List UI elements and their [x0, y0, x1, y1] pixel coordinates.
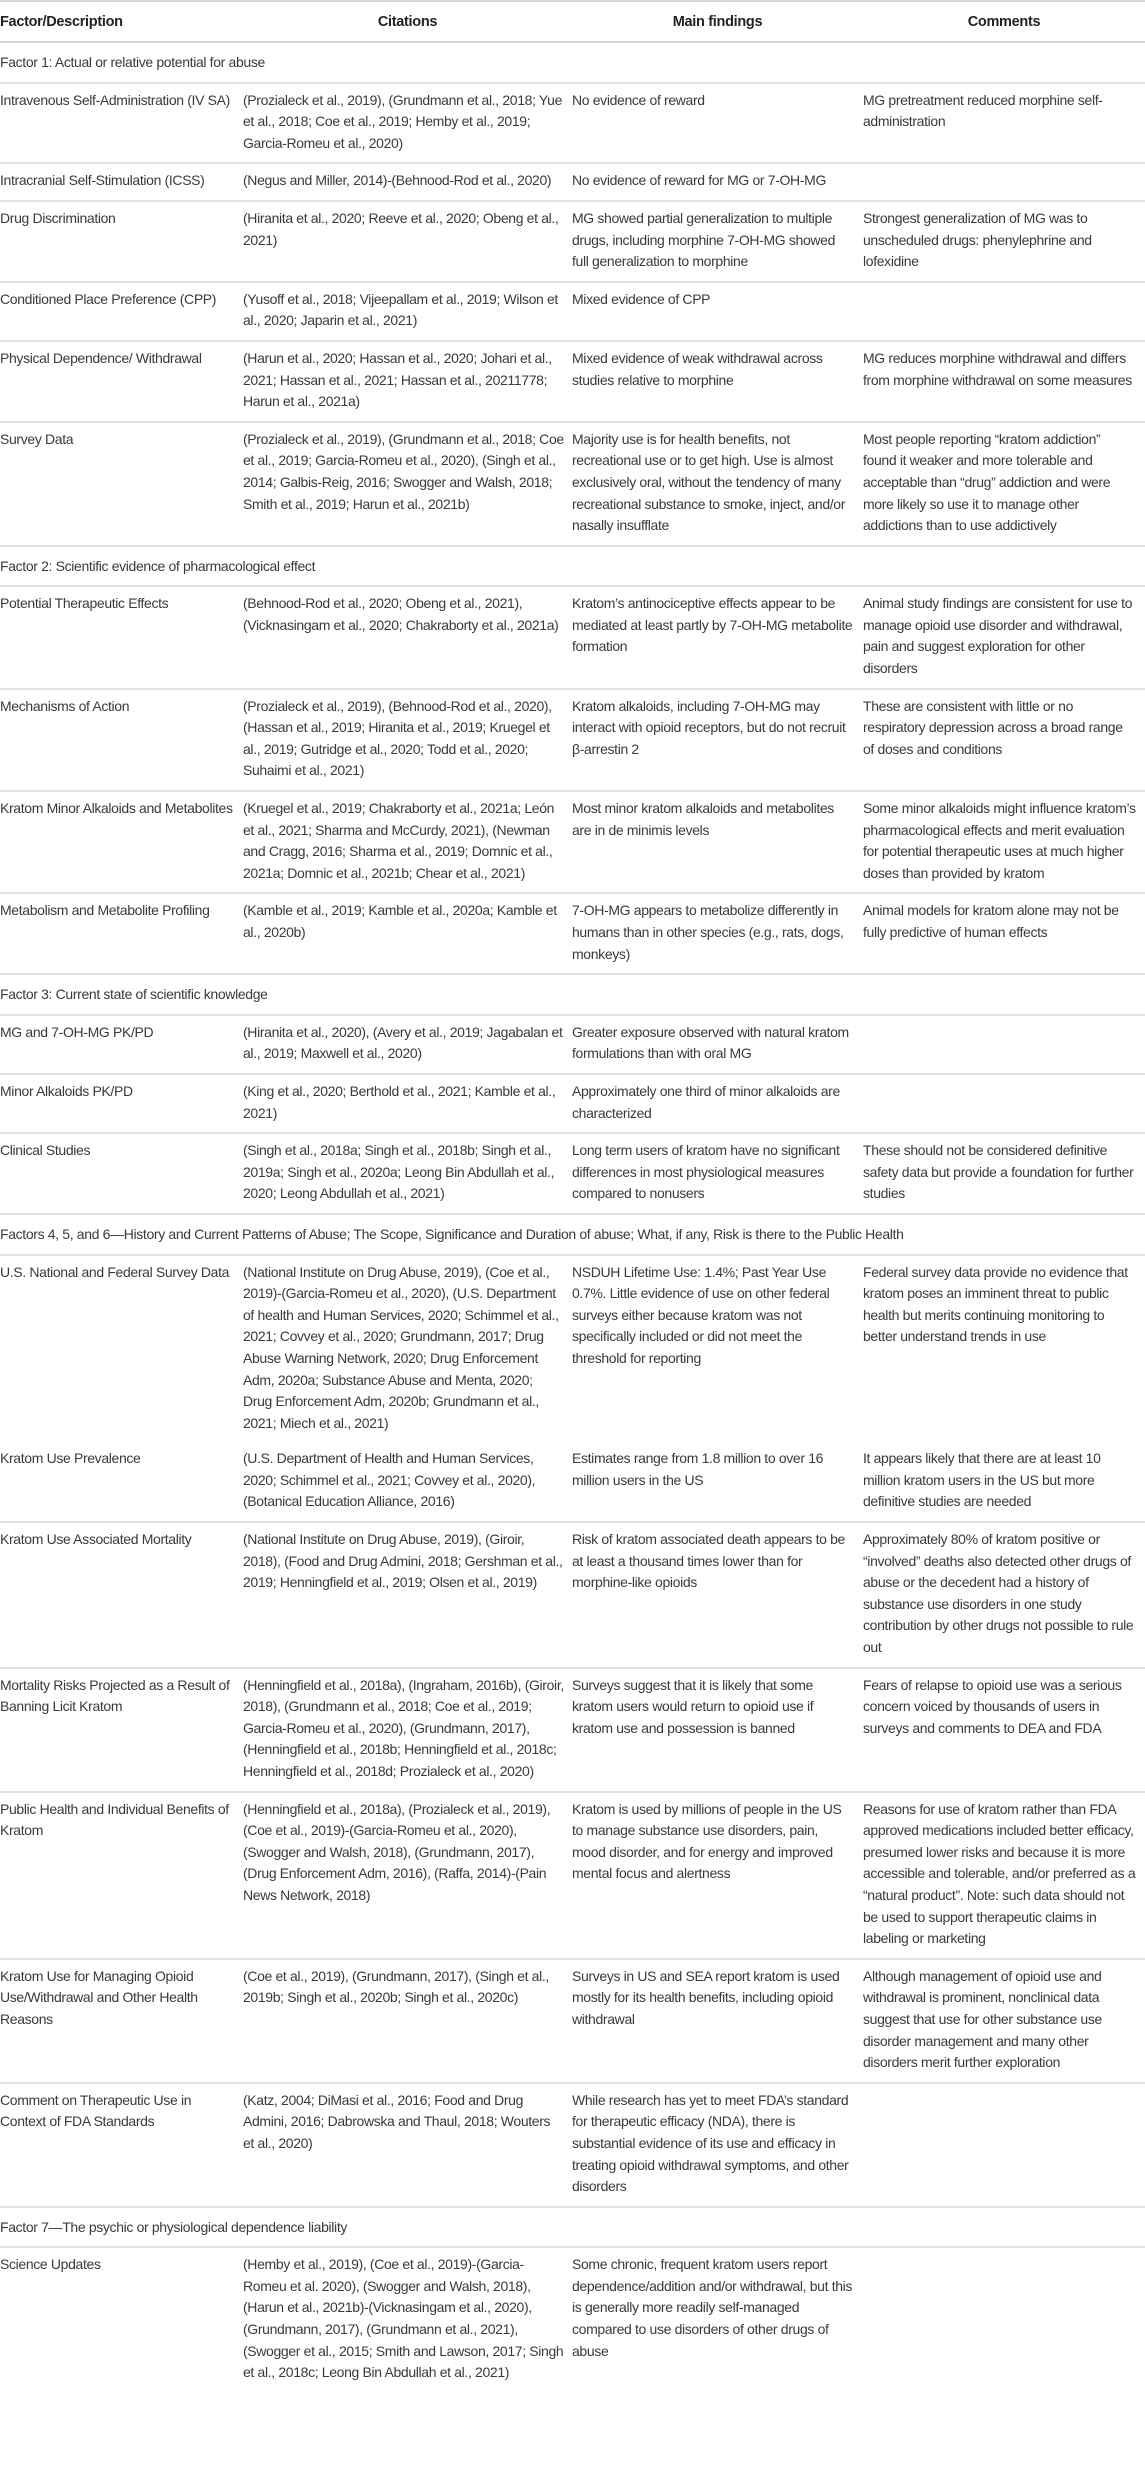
table-row: [0, 1255, 1145, 1443]
table-row: [0, 163, 1145, 201]
table-row: [0, 1074, 1145, 1133]
table-row: [0, 1442, 1145, 1522]
comments-cell: These should not be considered definitive safety data but provide a foundation for further studies: [863, 1133, 1145, 1214]
factor-cell: Potential Therapeutic Effects: [0, 586, 243, 688]
findings-cell: Estimates range from 1.8 million to over 16 million users in the US: [572, 1442, 863, 1522]
table-row: [0, 2247, 1145, 2392]
factor-cell: Kratom Minor Alkaloids and Metabolites: [0, 791, 243, 893]
findings-cell: Some chronic, frequent kratom users report dependence/addition and/or withdrawal, but this is generally more readily self-managed compared to use disorders of other drugs of abuse: [572, 2256, 853, 2359]
citations-cell: (Behnood-Rod et al., 2020; Obeng et al., 2021), (Vicknasingam et al., 2020; Chakraborty et al., 2021a): [243, 586, 572, 688]
comments-cell: MG pretreatment reduced morphine self-administration: [863, 83, 1145, 164]
findings-cell: Surveys in US and SEA report kratom is used mostly for its health benefits, including opioid withdrawal: [572, 1959, 863, 2083]
citations-cell: (King et al., 2020; Berthold et al., 2021; Kamble et al., 2021): [243, 1074, 572, 1133]
findings-cell: 7-OH-MG appears to metabolize differently in humans than in other species (e.g., rats, dogs, monkeys): [572, 893, 863, 974]
findings-cell: Approximately one third of minor alkaloids are characterized: [572, 1074, 863, 1133]
table-row: [0, 201, 1145, 282]
factor-cell: Physical Dependence/ Withdrawal: [0, 341, 243, 422]
table-row: [0, 791, 1145, 893]
factor-cell: U.S. National and Federal Survey Data: [0, 1263, 230, 1280]
citations-cell: (Kruegel et al., 2019; Chakraborty et al., 2021a; León et al., 2021; Sharma and McCurdy, 2021), (Newman and Cragg, 2016; Sharma et al., 2019; Domnic et al., 2021a; Domnic et al., 2021b; Chear et al., 2021): [243, 791, 572, 893]
factor-cell: Mechanisms of Action: [0, 689, 243, 791]
findings-cell: Mixed evidence of CPP: [572, 282, 863, 341]
citations-cell: (Hiranita et al., 2020; Reeve et al., 2020; Obeng et al., 2021): [243, 201, 572, 282]
factor-cell: Comment on Therapeutic Use in Context of FDA Standards: [0, 2083, 243, 2207]
findings-cell: Greater exposure observed with natural kratom formulations than with oral MG: [572, 1015, 863, 1074]
comments-cell: Reasons for use of kratom rather than FDA approved medications included better efficacy, presumed lower risks and because it is more accessible and tolerable, and/or preferred as a “natural product”. Note: such data should not be used to support therapeutic claims in labeling or marketing: [863, 1792, 1145, 1959]
comments-cell: These are consistent with little or no respiratory depression across a broad range of doses and conditions: [863, 689, 1145, 791]
findings-cell: Risk of kratom associated death appears to be at least a thousand times lower than for morphine-like opioids: [572, 1522, 863, 1668]
comments-cell: Most people reporting “kratom addiction” found it weaker and more tolerable and acceptable than “drug” addiction and were more likely so use it to manage other addictions than to use addictively: [863, 422, 1145, 546]
factor-cell: Survey Data: [0, 422, 243, 546]
citations-cell: (National Institute on Drug Abuse, 2019), (Coe et al., 2019)-(Garcia-Romeu et al., 2020), (U.S. Department of health and Human Services, 2020; Schimmel et al., 2021; Covvey et al., 2020; Grundmann, 2017; Drug Abuse Warning Network, 2020; Drug Enforcement Adm, 2020a; Substance Abuse and Menta, 2020; Drug Enforcement Adm, 2020b; Grundmann et al., 2021; Miech et al., 2021): [243, 1263, 559, 1431]
factor-cell: Science Updates: [0, 2256, 101, 2273]
findings-cell: NSDUH Lifetime Use: 1.4%; Past Year Use 0.7%. Little evidence of use on other federal surveys either because kratom was not specifically included or did not meet the threshold for reporting: [572, 1263, 830, 1366]
header-row: [0, 1, 1145, 42]
comments-cell: Fears of relapse to opioid use was a serious concern voiced by thousands of users in surveys and comments to DEA and FDA: [863, 1668, 1145, 1792]
citations-cell: (Singh et al., 2018a; Singh et al., 2018b; Singh et al., 2019a; Singh et al., 2020a; Leong Bin Abdullah et al., 2020; Leong Abdullah et al., 2021): [243, 1133, 572, 1214]
citations-cell: (Coe et al., 2019), (Grundmann, 2017), (Singh et al., 2019b; Singh et al., 2020b; Singh et al., 2020c): [243, 1959, 572, 2083]
findings-cell: Majority use is for health benefits, not recreational use or to get high. Use is almost exclusively oral, without the tendency of many recreational substance to smoke, inject, and/or nasally insufflate: [572, 422, 863, 546]
comments-cell: [863, 2083, 1145, 2207]
citations-cell: (Yusoff et al., 2018; Vijeepallam et al., 2019; Wilson et al., 2020; Japarin et al., 2021): [243, 282, 572, 341]
table-row: [0, 586, 1145, 688]
section-row: [0, 42, 1145, 83]
comments-cell: Although management of opioid use and withdrawal is prominent, nonclinical data suggest that use for other substance use disorder management and many other disorders merit further exploration: [863, 1959, 1145, 2083]
comments-cell: Strongest generalization of MG was to unscheduled drugs: phenylephrine and lofexidine: [863, 201, 1145, 282]
table-row: [0, 1015, 1145, 1074]
table-row: [0, 1668, 1145, 1792]
factor-cell: Metabolism and Metabolite Profiling: [0, 893, 243, 974]
citations-cell: (Hiranita et al., 2020), (Avery et al., 2019; Jagabalan et al., 2019; Maxwell et al., 2020): [243, 1015, 572, 1074]
citations-cell: (Negus and Miller, 2014)-(Behnood-Rod et al., 2020): [243, 163, 572, 201]
findings-cell: Mixed evidence of weak withdrawal across studies relative to morphine: [572, 341, 863, 422]
section-title: Factor 3: Current state of scientific knowledge: [0, 974, 1145, 1015]
findings-cell: Kratom alkaloids, including 7-OH-MG may interact with opioid receptors, but do not recruit β-arrestin 2: [572, 689, 863, 791]
table-row: [0, 341, 1145, 422]
comments-cell: Approximately 80% of kratom positive or “involved” deaths also detected other drugs of abuse or the decedent had a history of substance use disorders in one study contribution by other drugs not possible to rule out: [863, 1522, 1145, 1668]
factor-cell: Clinical Studies: [0, 1133, 243, 1214]
factor-cell: Public Health and Individual Benefits of Kratom: [0, 1792, 243, 1959]
section-title: Factor 2: Scientific evidence of pharmacological effect: [0, 546, 1145, 587]
citations-cell: (U.S. Department of Health and Human Services, 2020; Schimmel et al., 2021; Covvey et al., 2020), (Botanical Education Alliance, 2016): [243, 1442, 572, 1522]
citations-cell: (Henningfield et al., 2018a), (Prozialeck et al., 2019), (Coe et al., 2019)-(Garcia-Romeu et al., 2020), (Swogger and Walsh, 2018), (Grundmann, 2017), (Drug Enforcement Adm, 2016), (Raffa, 2014)-(Pain News Network, 2018): [243, 1792, 572, 1959]
section-title: Factors 4, 5, and 6—History and Current Patterns of Abuse; The Scope, Significance and Duration of abuse; What, if any, Risk is there to the Public Health: [0, 1214, 1145, 1255]
comments-cell: [863, 1074, 1145, 1133]
findings-cell: Surveys suggest that it is likely that some kratom users would return to opioid use if kratom use and possession is banned: [572, 1668, 863, 1792]
comments-cell: [863, 2247, 1145, 2392]
factor-cell: Kratom Use Associated Mortality: [0, 1522, 243, 1668]
findings-cell: Most minor kratom alkaloids and metabolites are in de minimis levels: [572, 791, 863, 893]
section-row: [0, 546, 1145, 587]
comments-cell: [863, 163, 1145, 201]
table-row: [0, 422, 1145, 546]
findings-cell: No evidence of reward: [572, 83, 863, 164]
factor-cell: Drug Discrimination: [0, 201, 243, 282]
factor-cell: Conditioned Place Preference (CPP): [0, 282, 243, 341]
citations-cell: (Prozialeck et al., 2019), (Grundmann et al., 2018; Coe et al., 2019; Garcia-Romeu et al., 2020), (Singh et al., 2014; Galbis-Reig, 2016; Swogger and Walsh, 2018; Smith et al., 2019; Harun et al., 2021b): [243, 422, 572, 546]
comments-cell: [863, 282, 1145, 341]
table-row: [0, 1522, 1145, 1668]
factor-cell: Kratom Use Prevalence: [0, 1442, 243, 1522]
table-row: [0, 2083, 1145, 2207]
section-row: [0, 974, 1145, 1015]
section-row: [0, 1214, 1145, 1255]
table-row: [0, 893, 1145, 974]
table-row: [0, 689, 1145, 791]
comments-cell: [863, 1015, 1145, 1074]
factor-cell: Minor Alkaloids PK/PD: [0, 1074, 243, 1133]
section-row: [0, 2207, 1145, 2248]
citations-cell: (National Institute on Drug Abuse, 2019), (Giroir, 2018), (Food and Drug Admini, 2018; Gershman et al., 2019; Henningfield et al., 2019; Olsen et al., 2019): [243, 1522, 572, 1668]
factor-cell: Kratom Use for Managing Opioid Use/Withdrawal and Other Health Reasons: [0, 1959, 243, 2083]
findings-cell: Kratom is used by millions of people in the US to manage substance use disorders, pain, mood disorder, and for energy and improved mental focus and alertness: [572, 1792, 863, 1959]
section-title: Factor 7—The psychic or physiological dependence liability: [0, 2207, 1145, 2248]
citations-cell: (Henningfield et al., 2018a), (Ingraham, 2016b), (Giroir, 2018), (Grundmann et al., 2018; Coe et al., 2019; Garcia-Romeu et al., 2020), (Grundmann, 2017), (Henningfield et al., 2018b; Henningfield et al., 2018c; Henningfield et al., 2018d; Prozialeck et al., 2020): [243, 1668, 572, 1792]
findings-cell: Kratom’s antinociceptive effects appear to be mediated at least partly by 7-OH-MG metabolite formation: [572, 586, 863, 688]
citations-cell: (Kamble et al., 2019; Kamble et al., 2020a; Kamble et al., 2020b): [243, 893, 572, 974]
factor-cell: MG and 7-OH-MG PK/PD: [0, 1015, 243, 1074]
table-row: [0, 1792, 1145, 1959]
table-row: [0, 1133, 1145, 1214]
comments-cell: Animal models for kratom alone may not be fully predictive of human effects: [863, 893, 1145, 974]
comments-cell: Federal survey data provide no evidence that kratom poses an imminent threat to public health but merits continuing monitoring to better understand trends in use: [863, 1263, 1128, 1345]
comments-cell: It appears likely that there are at least 10 million kratom users in the US but more definitive studies are needed: [863, 1442, 1145, 1522]
citations-cell: (Prozialeck et al., 2019), (Behnood-Rod et al., 2020), (Hassan et al., 2019; Hiranita et al., 2019; Kruegel et al., 2019; Gutridge et al., 2020; Todd et al., 2020; Suhaimi et al., 2021): [243, 689, 572, 791]
table-row: [0, 83, 1145, 164]
factor-cell: Mortality Risks Projected as a Result of Banning Licit Kratom: [0, 1668, 243, 1792]
table-row: [0, 1959, 1145, 2083]
comments-cell: Animal study findings are consistent for use to manage opioid use disorder and withdrawal, pain and suggest exploration for other disorders: [863, 586, 1145, 688]
header-main-findings: Main findings: [572, 1, 863, 42]
findings-cell: MG showed partial generalization to multiple drugs, including morphine 7-OH-MG showed full generalization to morphine: [572, 201, 863, 282]
header-comments: Comments: [863, 1, 1145, 42]
section-title: Factor 1: Actual or relative potential for abuse: [0, 42, 1145, 83]
citations-cell: (Prozialeck et al., 2019), (Grundmann et al., 2018; Yue et al., 2018; Coe et al., 2019; Hemby et al., 2019; Garcia-Romeu et al., 2020): [243, 83, 572, 164]
citations-cell: (Harun et al., 2020; Hassan et al., 2020; Johari et al., 2021; Hassan et al., 2021; Hassan et al., 20211778; Harun et al., 2021a): [243, 341, 572, 422]
factor-cell: Intracranial Self-Stimulation (ICSS): [0, 163, 243, 201]
findings-cell: No evidence of reward for MG or 7-OH-MG: [572, 163, 863, 201]
table-row: [0, 282, 1145, 341]
comments-cell: Some minor alkaloids might influence kratom’s pharmacological effects and merit evaluation for potential therapeutic uses at much higher doses than provided by kratom: [863, 791, 1145, 893]
header-factor: Factor/Description: [0, 1, 243, 42]
findings-cell: While research has yet to meet FDA’s standard for therapeutic efficacy (NDA), there is substantial evidence of its use and efficacy in treating opioid withdrawal symptoms, and other disorders: [572, 2083, 863, 2207]
comments-cell: MG reduces morphine withdrawal and differs from morphine withdrawal on some measures: [863, 341, 1145, 422]
citations-cell: (Hemby et al., 2019), (Coe et al., 2019)-(Garcia-Romeu et al. 2020), (Swogger and Walsh, 2018), (Harun et al., 2021b)-(Vicknasingam et al., 2020), (Grundmann, 2017), (Grundmann et al., 2021), (Swogger et al., 2015; Smith and Lawson, 2017; Singh et al., 2018c; Leong Bin Abdullah et al., 2021): [243, 2256, 564, 2381]
factor-cell: Intravenous Self-Administration (IV SA): [0, 83, 243, 164]
citations-cell: (Katz, 2004; DiMasi et al., 2016; Food and Drug Admini, 2016; Dabrowska and Thaul, 2018; Wouters et al., 2020): [243, 2083, 572, 2207]
header-citations: Citations: [243, 1, 572, 42]
findings-cell: Long term users of kratom have no significant differences in most physiological measures compared to nonusers: [572, 1133, 863, 1214]
